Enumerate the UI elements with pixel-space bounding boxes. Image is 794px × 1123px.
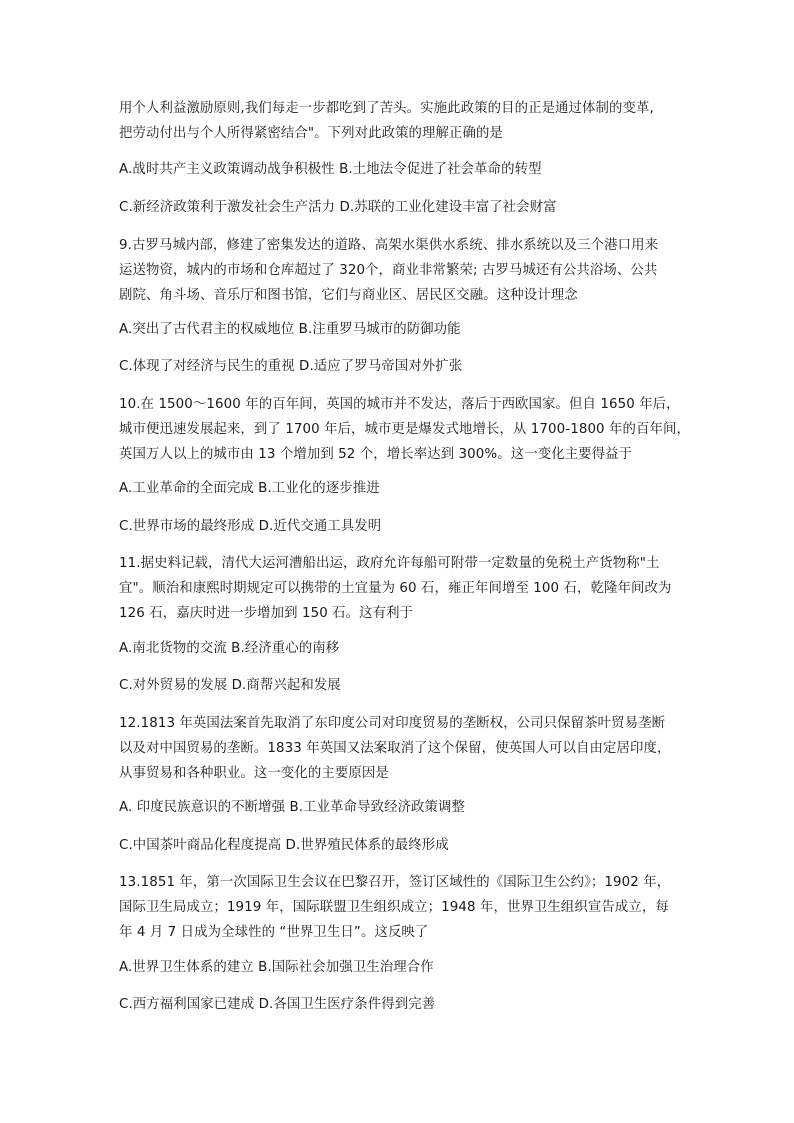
option-line: A.战时共产主义政策调动战争积极性 B.土地法令促进了社会革命的转型 <box>119 162 542 177</box>
question-12-stem <box>119 711 689 786</box>
question-11-options-ab <box>119 636 689 661</box>
question-12-options-cd <box>119 833 689 858</box>
question-12-options-ab <box>119 795 689 820</box>
question-11-options-cd <box>119 673 689 698</box>
question-8-stem <box>119 96 689 146</box>
question-13-options-ab <box>119 955 689 980</box>
question-13-line-1: 13.1851 年，第一次国际卫生会议在巴黎召开，签订区域性的《国际卫生公约》；1902 年， <box>119 875 671 890</box>
question-9-line-3: 剧院、角斗场、音乐厅和图书馆，它们与商业区、居民区交融。这种设计理念 <box>119 288 578 303</box>
question-10-line-3: 英国万人以上的城市由 13 个增加到 52 个，增长率达到 300%。这一变化主要得益于 <box>119 447 633 462</box>
option-line: C.体现了对经济与民生的重视 D.适应了罗马帝国对外扩张 <box>119 359 463 374</box>
question-9-line-1: 9.古罗马城内部，修建了密集发达的道路、高架水渠供水系统、排水系统以及三个港口用来 <box>119 238 659 253</box>
question-11-stem <box>119 551 689 626</box>
option-line: A.工业革命的全面完成 B.工业化的逐步推进 <box>119 481 380 496</box>
question-10-options-cd <box>119 514 689 539</box>
question-13-line-3: 年 4 月 7 日成为全球性的 “世界卫生日”。这反映了 <box>119 925 429 940</box>
question-13-stem <box>119 870 689 945</box>
option-line: C.世界市场的最终形成 D.近代交通工具发明 <box>119 519 382 534</box>
question-13-options-cd <box>119 992 689 1017</box>
option-line: A.突出了古代君主的权威地位 B.注重罗马城市的防御功能 <box>119 322 461 337</box>
question-10-stem <box>119 392 689 467</box>
option-line: C.新经济政策利于激发社会生产活力 D.苏联的工业化建设丰富了社会财富 <box>119 200 557 215</box>
question-12-line-1: 12.1813 年英国法案首先取消了东印度公司对印度贸易的垄断权，公司只保留茶叶贸易垄断 <box>119 716 666 731</box>
question-12-line-2: 以及对中国贸易的垄断。1833 年英国又法案取消了这个保留，使英国人可以自由定居印度， <box>119 741 671 756</box>
question-9-stem <box>119 233 689 308</box>
question-10-line-2: 城市便迅速发展起来，到了 1700 年后，城市更是爆发式地增长，从 1700-1800 年的百年间， <box>119 422 690 437</box>
question-9-line-2: 运送物资，城内的市场和仓库超过了 320个，商业非常繁荣; 古罗马城还有公共浴场、公共 <box>119 263 658 278</box>
question-10-line-1: 10.在 1500～1600 年的百年间，英国的城市并不发达，落后于西欧国家。但自 1650 年后， <box>119 397 680 412</box>
option-line: A. 印度民族意识的不断增强 B.工业革命导致经济政策调整 <box>119 800 466 815</box>
question-13-line-2: 国际卫生局成立；1919 年，国际联盟卫生组织成立；1948 年，世界卫生组织宣告成立，每 <box>119 900 669 915</box>
question-8-options-cd <box>119 195 689 220</box>
question-11-line-2: 宜"。顺治和康熙时期规定可以携带的土宜量为 60 石，雍正年间增至 100 石，乾隆年间改为 <box>119 581 672 596</box>
question-10-options-ab <box>119 476 689 501</box>
question-8-options-ab <box>119 157 689 182</box>
option-line: A.世界卫生体系的建立 B.国际社会加强卫生治理合作 <box>119 960 434 975</box>
question-8-line-1: 用个人利益激励原则,我们每走一步都吃到了苦头。实施此政策的目的正是通过体制的变革, <box>119 101 654 116</box>
option-line: C.西方福利国家已建成 D.各国卫生医疗条件得到完善 <box>119 997 436 1012</box>
question-11-line-3: 126 石，嘉庆时进一步增加到 150 石。这有利于 <box>119 606 414 621</box>
question-9-options-cd <box>119 354 689 379</box>
option-line: C.对外贸易的发展 D.商帮兴起和发展 <box>119 678 341 693</box>
question-8-line-2: 把劳动付出与个人所得紧密结合"。下列对此政策的理解正确的是 <box>119 126 503 141</box>
question-12-line-3: 从事贸易和各种职业。这一变化的主要原因是 <box>119 766 389 781</box>
option-line: C.中国茶叶商品化程度提高 D.世界殖民体系的最终形成 <box>119 838 449 853</box>
option-line: A.南北货物的交流 B.经济重心的南移 <box>119 641 340 656</box>
question-9-options-ab <box>119 317 689 342</box>
question-11-line-1: 11.据史料记载，清代大运河漕船出运，政府允许每船可附带一定数量的免税土产货物称"土 <box>119 556 660 571</box>
